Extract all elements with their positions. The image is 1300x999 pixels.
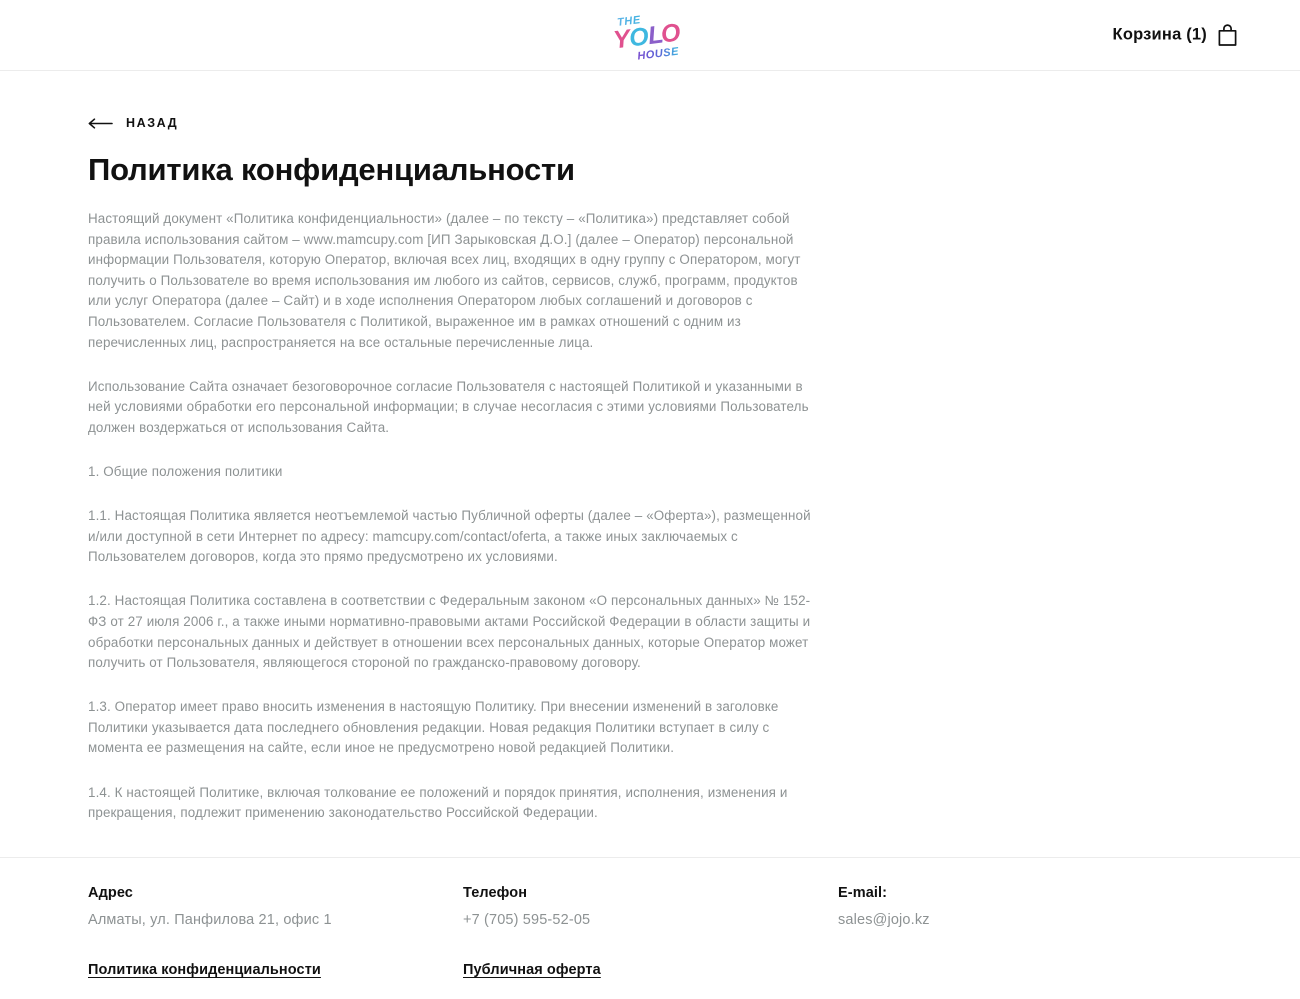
footer-link-public-offer[interactable]: Публичная оферта bbox=[463, 962, 601, 979]
main-content bbox=[0, 71, 1300, 824]
policy-body bbox=[88, 209, 822, 824]
logo-artwork bbox=[609, 7, 691, 63]
svg-text:THE: THE bbox=[616, 14, 642, 29]
shopping-bag-icon bbox=[1217, 24, 1238, 47]
footer-address-heading: Адрес bbox=[88, 884, 133, 901]
page-title: Политика конфиденциальности bbox=[88, 151, 575, 187]
back-link-label: НАЗАД bbox=[126, 116, 179, 130]
policy-clause-1-3: 1.3. Оператор имеет право вносить изменения в настоящую Политику. При внесении изменений в заголовке Политики указывается дата последнего обновления редакции. Новая редакция Политики вступает в силу с момента ее размещения на сайте, если иное не предусмотрено новой редакцией Политики. bbox=[88, 699, 779, 756]
cart-link[interactable] bbox=[1113, 24, 1238, 47]
svg-text:L: L bbox=[646, 20, 666, 51]
back-link[interactable] bbox=[88, 116, 178, 130]
footer-column-phone bbox=[463, 885, 838, 930]
svg-text:O: O bbox=[659, 18, 683, 49]
policy-section-heading-1: 1. Общие положения политики bbox=[88, 464, 283, 480]
footer-column-email bbox=[838, 885, 1138, 930]
svg-text:HOUSE: HOUSE bbox=[636, 45, 680, 63]
arrow-left-icon bbox=[88, 118, 113, 129]
footer-phone-value[interactable]: +7 (705) 595-52-05 bbox=[463, 911, 591, 928]
footer-email-heading: E-mail: bbox=[838, 884, 888, 901]
policy-clause-1-2: 1.2. Настоящая Политика составлена в соответствии с Федеральным законом «О персональных данных» № 152-ФЗ от 27 июля 2006 г., а также иными нормативно-правовыми актами Российской Федерации в области защиты и обработки персональных данных и действует в отношении всех персональных данных, которые Оператор может получить от Пользователя, являющегося стороной по гражданско-правовому договору. bbox=[88, 593, 811, 671]
policy-paragraph: Настоящий документ «Политика конфиденциальности» (далее – по тексту – «Политика») представляет собой правила использования сайтом – www.mamcupy.com [ИП Зарыковская Д.О.] (далее – Оператор) персональной информации Пользователя, которую Оператор, включая всех лиц, входящих в одну группу с Оператором, могут получить о Пользователе во время использования им любого из сайтов, сервисов, служб, программ, продуктов или услуг Оператора (далее – Сайт) и в ходе исполнения Оператором любых соглашений и договоров с Пользователем. Согласие Пользователя с Политикой, выраженное им в рамках отношений с одним из перечисленных лиц, распространяется на все остальные перечисленные лица. bbox=[88, 211, 801, 350]
footer-address-value: Алматы, ул. Панфилова 21, офис 1 bbox=[88, 911, 332, 928]
policy-clause-1-4: 1.4. К настоящей Политике, включая толкование ее положений и порядок принятия, исполнения, изменения и прекращения, подлежит применению законодательство Российской Федерации. bbox=[88, 784, 788, 821]
site-header bbox=[0, 0, 1300, 71]
cart-label: Корзина (1) bbox=[1112, 25, 1207, 44]
document-container bbox=[62, 71, 822, 824]
policy-paragraph: Использование Сайта означает безоговорочное согласие Пользователя с настоящей Политикой и указанными в ней условиями обработки его персональной информации; в случае несогласия с этими условиями Пользователь должен воздержаться от использования Сайта. bbox=[88, 378, 809, 435]
footer-links bbox=[88, 961, 1238, 979]
footer-contact-columns bbox=[88, 885, 1238, 930]
footer-phone-heading: Телефон bbox=[463, 884, 528, 901]
footer-email-value[interactable]: sales@jojo.kz bbox=[838, 911, 930, 928]
svg-text:O: O bbox=[627, 22, 651, 53]
the-yolo-house-logo[interactable] bbox=[609, 7, 691, 63]
site-footer bbox=[0, 857, 1300, 979]
svg-text:Y: Y bbox=[611, 24, 632, 55]
policy-clause-1-1: 1.1. Настоящая Политика является неотъемлемой частью Публичной оферты (далее – «Оферта»), размещенной и/или доступной в сети Интернет по адресу: mamcupy.com/contact/oferta, а также иных заключаемых с Пользователем договоров, когда это прямо предусмотрено их условиями. bbox=[88, 508, 811, 565]
footer-column-address bbox=[88, 885, 463, 930]
footer-link-privacy-policy[interactable]: Политика конфиденциальности bbox=[88, 962, 321, 979]
